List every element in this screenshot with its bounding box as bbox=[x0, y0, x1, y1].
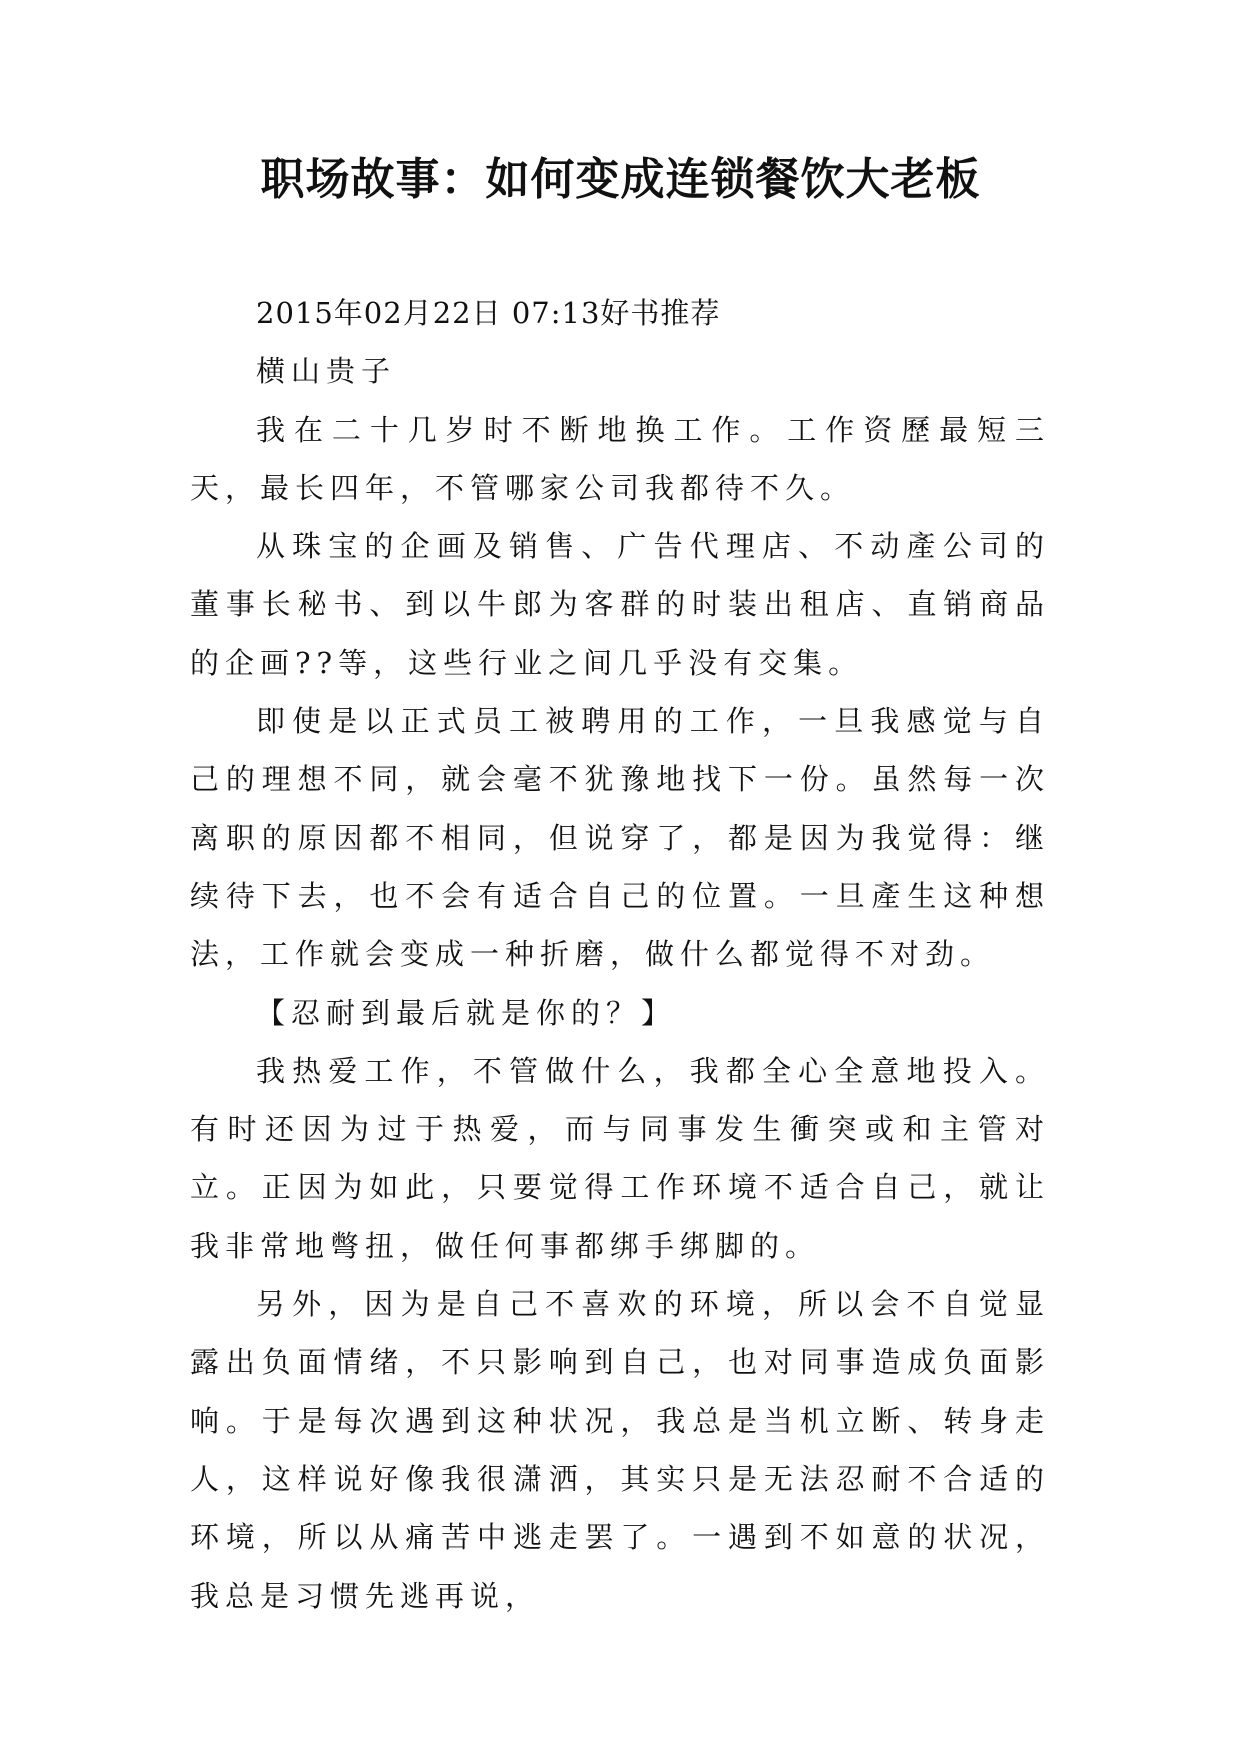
paragraph: 从珠宝的企画及销售、广告代理店、不动產公司的董事长秘书、到以牛郎为客群的时装出租店、直销商品的企画??等，这些行业之间几乎没有交集。 bbox=[190, 529, 1050, 680]
author-name: 横山贵子 bbox=[256, 354, 397, 389]
paragraph: 即使是以正式员工被聘用的工作，一旦我感觉与自己的理想不同，就会毫不犹豫地找下一份。虽然每一次离职的原因都不相同，但说穿了，都是因为我觉得：继续待下去，也不会有适合自己的位置。一旦產生这种想法，工作就会变成一种折磨，做什么都觉得不对劲。 bbox=[190, 704, 1050, 972]
page-title: 职场故事：如何变成连锁餐饮大老板 bbox=[260, 154, 981, 205]
paragraph: 我在二十几岁时不断地换工作。工作资歷最短三天，最长四年，不管哪家公司我都待不久。 bbox=[190, 412, 1050, 505]
paragraph: 我热爱工作，不管做什么，我都全心全意地投入。有时还因为过于热爱，而与同事发生衝突或和主管对立。正因为如此，只要觉得工作环境不适合自己，就让我非常地彆扭，做任何事都绑手绑脚的。 bbox=[190, 1053, 1050, 1263]
publish-info: 2015年02月22日 07:13好书推荐 bbox=[256, 296, 721, 330]
section-heading: 【忍耐到最后就是你的？】 bbox=[256, 995, 677, 1030]
article-body bbox=[190, 284, 1050, 1625]
paragraph: 另外，因为是自己不喜欢的环境，所以会不自觉显露出负面情绪，不只影响到自己，也对同事造成负面影响。于是每次遇到这种状况，我总是当机立断、转身走人，这样说好像我很潇洒，其实只是无法忍耐不合适的环境，所以从痛苦中逃走罢了。一遇到不如意的状况，我总是习惯先逃再说， bbox=[190, 1287, 1050, 1613]
